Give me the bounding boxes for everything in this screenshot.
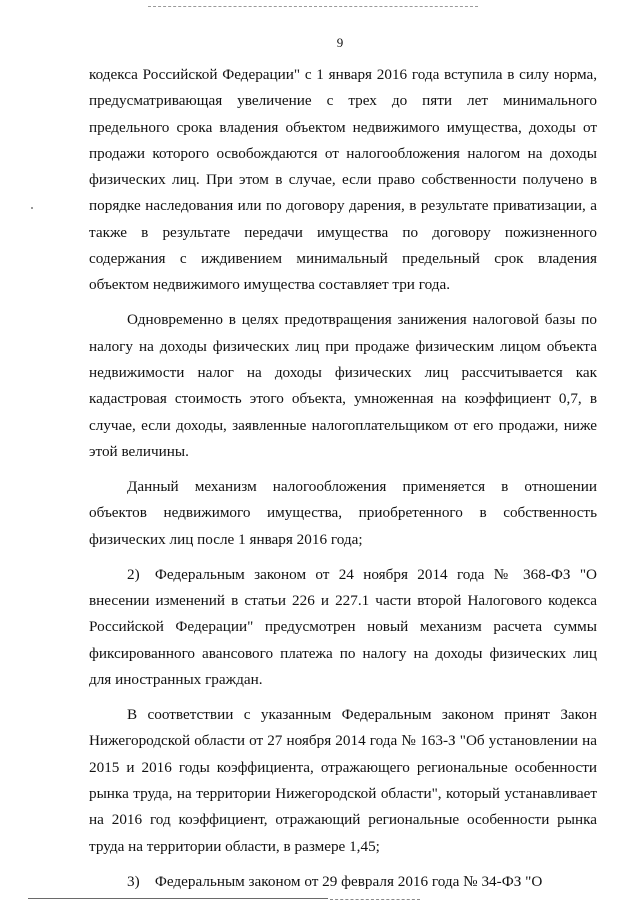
list-item-2: 2) Федеральным законом от 24 ноября 2014 года № 368-ФЗ "О внесении изменений в статьи 226 и 227.1 части второй Налогового кодекса Российской Федерации" предусмотрен новый механизм расчета суммы фиксированного авансового платежа по налогу на доходы физических лиц для иностранных граждан. (89, 565, 597, 688)
page-number: 9 (336, 35, 344, 50)
scan-artifact-top-line (148, 6, 478, 7)
paragraph-continuation: кодекса Российской Федерации" с 1 января 2016 года вступила в силу норма, предусматривающая увеличение с трех до пяти лет минимального предельного срока владения объектом недвижимого имущества, доходы от продажи которого освобождаются от налогообложения налогом на доходы физических лиц. При этом в случае, если право собственности получено в порядке наследования или по договору дарения, в результате приватизации, а также в результате передачи имущества по договору пожизненного содержания с иждивением минимальный предельный срок владения объектом недвижимого имущества составляет три года. (89, 66, 597, 294)
paragraph-mechanism: Данный механизм налогообложения применяется в отношении объектов недвижимого имущества, приобретенного в собственность физических лиц после 1 января 2016 года; (89, 478, 597, 548)
paragraph-tax-base: Одновременно в целях предотвращения занижения налоговой базы по налогу на доходы физических лиц при продаже физическим лицом объекта недвижимости налог на доходы физических лиц рассчитывается как кадастровая стоимость этого объекта, умноженная на коэффициент 0,7, в случае, если доходы, заявленные налогоплательщиком от его продажи, ниже этой величины. (89, 311, 597, 460)
scan-artifact-bottom-line (28, 898, 328, 899)
scan-artifact-bottom-dashes (330, 899, 420, 900)
list-item-3: 3) Федеральным законом от 29 февраля 2016 года № 34-ФЗ "О (127, 872, 543, 890)
document-body (89, 62, 597, 895)
paragraph-regional-law: В соответствии с указанным Федеральным законом принят Закон Нижегородской области от 27 ноября 2014 года № 163-З "Об установлении на 2015 и 2016 годы коэффициента, отражающего региональные особенности рынка труда, на территории Нижегородской области", который устанавливает на 2016 год коэффициент, отражающий региональные особенности рынка труда на территории области, в размере 1,45; (89, 706, 597, 855)
scan-artifact-speck (31, 207, 33, 209)
